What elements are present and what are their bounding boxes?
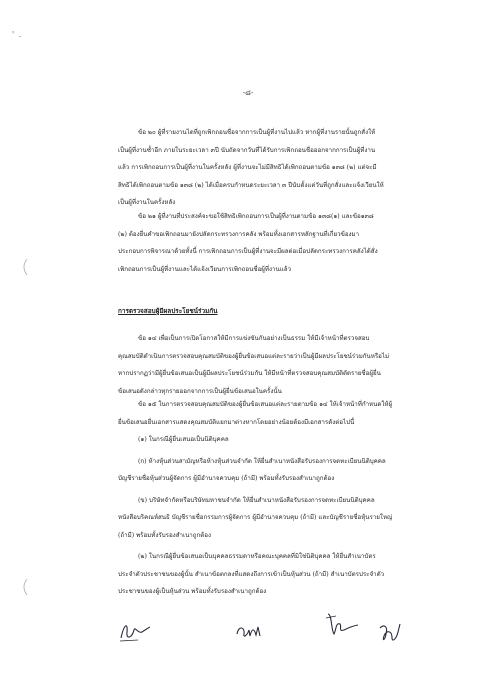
text-line: แล้ว การเพิกถอนการเป็นผู้ที่งานในครั้งหลัง ผู้ที่งานจะไม่มีสิทธิได้เพิกถอนตามข้อ ๑๓๘ (๒) แต่จะมี bbox=[118, 164, 377, 171]
sub-heading-juristic: (๑) ในกรณีผู้ยื่นเสนอเป็นนิติบุคคล bbox=[138, 436, 229, 443]
text-line: คุณสมบัติดำเนินการตรวจสอบคุณสมบัติของผู้ยื่นข้อเสนอแต่ละรายว่าเป็นผู้มีผลประโยชน์ร่วมกันหรือไม่ bbox=[118, 352, 390, 360]
text-line: (ก) ห้างหุ้นส่วนสามัญหรือห้างหุ้นส่วนจำกัด ให้ยื่นสำเนาหนังสือรับรองการจดทะเบียนนิติบุคคล bbox=[138, 457, 386, 465]
text-line: (๒) ในกรณีผู้ยื่นข้อเสนอเป็นบุคคลธรรมดาหรือคณะบุคคลที่มิใช่นิติบุคคล ให้ยื่นสำเนาบัตร bbox=[138, 553, 376, 560]
text-line: เป็นผู้ที่งานในครั้งหลัง bbox=[118, 199, 176, 206]
text-line: เป็นผู้ที่งานซ้ำอีก ภายในระยะเวลา ๓ปี นับถัดจากวันที่ได้รับการเพิกถอนชื่อออกจากการเป็นผู้ที่งาน bbox=[118, 146, 376, 154]
text-line: ยื่นข้อเสนอยื่นเอกสารแสดงคุณสมบัติแยกมาต่างหากโดยอย่างน้อยต้องมีเอกสารดังต่อไปนี้ bbox=[118, 418, 355, 426]
text-line: หากปรากฏว่ามีผู้ยื่นข้อเสนอเป็นผู้มีผลประโยชน์ร่วมกัน ให้มีหน้าที่ตรวจสอบคุณสมบัติตัดรายชื่อผู้ยื่น bbox=[118, 370, 381, 377]
text-line: ข้อเสนอดังกล่าวทุกรายออกจากการเป็นผู้ยื่นข้อเสนอในครั้งนั้น bbox=[118, 387, 282, 395]
signature-3 bbox=[322, 610, 362, 644]
punch-hole-mark bbox=[20, 258, 28, 276]
section-heading bbox=[118, 306, 218, 316]
paragraph-clause-21 bbox=[118, 208, 394, 278]
text-line: (ข) บริษัทจำกัดหรือบริษัทมหาชนจำกัด ให้ยื่นสำเนาหนังสือรับรองการจดทะเบียนนิติบุคคล bbox=[138, 496, 375, 504]
signature-1 bbox=[118, 618, 152, 648]
text-line: สิทธิได้เพิกถอนตามข้อ ๑๓๘ (๒) ได้เมื่อครบกำหนดระยะเวลา ๓ ปีนับตั้งแต่วันที่ถูกสั่งและแจ้งเวียนให้ bbox=[118, 181, 384, 189]
top-mark: ' . bbox=[12, 30, 23, 39]
punch-hole-mark bbox=[20, 578, 28, 596]
text-line: ประกอบการพิจารณาด้วยทั้งนี้ การเพิกถอนการเป็นผู้ที่งานจะมีผลต่อเมื่อปลัดกระทรวงการคลังได้สั่ง bbox=[118, 248, 378, 255]
paragraph-clause-20 bbox=[118, 124, 394, 212]
paragraph-clause-14 bbox=[118, 330, 394, 400]
signature-2 bbox=[234, 618, 268, 648]
page-number: -๘- bbox=[242, 88, 254, 97]
text-line: ประจำตัวประชาชนของผู้นั้น สำเนาข้อตกลงที่แสดงถึงการเข้าเป็นหุ้นส่วน (ถ้ามี) สำเนาบัตรประจำตัว bbox=[118, 570, 385, 578]
text-line: (๒) ต้องยื่นคำขอเพิกถอนมายังปลัดกระทรวงการคลัง พร้อมทั้งเอกสารหลักฐานที่เกี่ยวข้องมา bbox=[118, 230, 360, 238]
paragraph-clause-15 bbox=[118, 396, 394, 601]
text-line: ข้อ ๒๐ ผู้ที่รายงานไดที่ถูกเพิกถอนชื่อจากการเป็นผู้ที่งานไปแล้ว หากผู้ที่งานรายนั้นถูกสั่งให้ bbox=[138, 129, 376, 136]
text-line: หนังสือบริคณห์สนธิ บัญชีรายชื่อกรรมการผู้จัดการ ผู้มีอำนาจควบคุม (ถ้ามี) และบัญชีรายชื่อหุ้นรายใหญ่ bbox=[118, 514, 393, 521]
text-line: เพิกถอนการเป็นผู้ที่งานและได้แจ้งเวียนการเพิกถอนชื่อผู้ที่งานแล้ว bbox=[118, 265, 291, 273]
text-line: ข้อ ๑๕ ในการตรวจสอบคุณสมบัติของผู้ยื่นข้อเสนอแต่ละรายตามข้อ ๑๔ ให้เจ้าหน้าที่กำหนดให้ผู้ bbox=[138, 401, 393, 408]
text-line: ประชาชนของผู้เป็นหุ้นส่วน พร้อมทั้งรับรองสำเนาถูกต้อง bbox=[118, 588, 267, 595]
text-line: บัญชีรายชื่อหุ้นส่วนผู้จัดการ ผู้มีอำนาจควบคุม (ถ้ามี) พร้อมทั้งรับรองสำเนาถูกต้อง bbox=[118, 475, 335, 482]
text-line: ข้อ ๒๑ ผู้ที่งานที่ประสงค์จะขอใช้สิทธิเพิกถอนการเป็นผู้ที่งานตามข้อ ๑๓๘(๑) และข้อ๑๓๘ bbox=[138, 213, 374, 220]
section-heading-text: การตรวจสอบผู้มีผลประโยชน์ร่วมกัน bbox=[118, 307, 218, 315]
text-line: ข้อ ๑๔ เพื่อเป็นการเปิดโอกาสให้มีการแข่งขันกันอย่างเป็นธรรม ให้มีเจ้าหน้าที่ตรวจสอบ bbox=[138, 335, 370, 342]
text-line: (ถ้ามี) พร้อมทั้งรับรองสำเนาถูกต้อง bbox=[118, 531, 212, 539]
signature-4 bbox=[376, 620, 404, 650]
